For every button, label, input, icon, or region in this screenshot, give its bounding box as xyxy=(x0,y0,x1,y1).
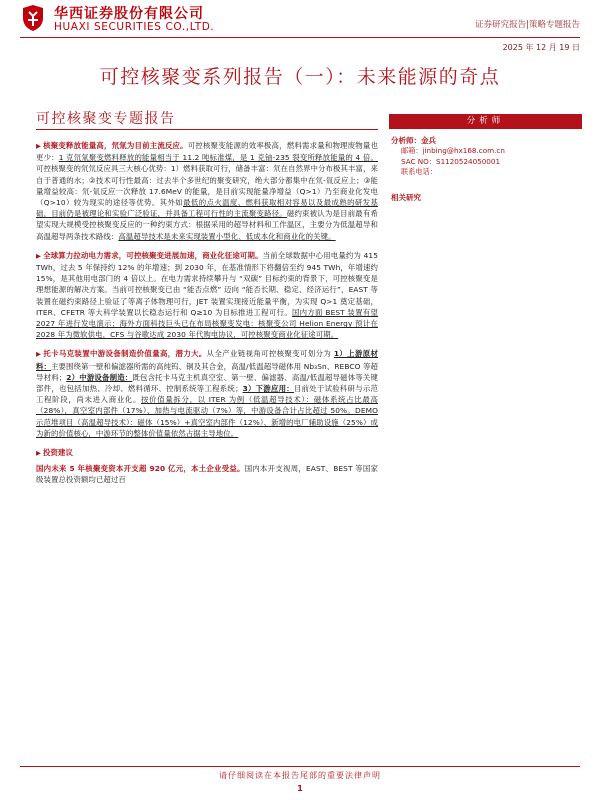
report-type: 证券研究报告|策略专题报告 xyxy=(475,20,580,30)
section-tokamak-value-chain xyxy=(36,348,378,439)
body-text-underlined: 最低的点火温度、燃料获取相对容易以及最成熟的研发基础，目前仍是被理论和实验广泛验证，并具备工程可行性的主流聚变路径。 xyxy=(36,198,378,219)
related-research: 相关研究 xyxy=(391,192,421,202)
investment-highlight: 国内未来 5 年核聚变资本开支超 920 亿元，本土企业受益。 xyxy=(36,464,245,474)
section-investment-advice xyxy=(36,447,378,459)
section-heading: 托卡马克装置中游设备制造价值量高，潜力大。 xyxy=(43,349,207,359)
body-text-underlined: 2）中游设备制造： xyxy=(66,372,133,382)
body-text: 当前全球数据中心用电量约为 415 TWh，过去 5 年保持约 12% 的年增速；到 2030 年，在基准情形下将翻倍至约 945 TWh，年增速约 15%，是其他用电部门的 4 倍以上。在电力需求持续攀升与 “双碳” 目标约束的背景下，可控核聚变是理想能源的解决方案。当前可控核聚变已由 “能否点燃” 迈向 “能否长期、稳定、经济运行”，EAST 等装置在磁约束路径上验证了等离子体物理可行，JET 装置实现接近能量平衡，为实现 Q>1 奠定基础，ITER、CFETR 等大科学装置以长稳态运行和 Q≥10 为目标推进工程可行。 xyxy=(36,250,379,317)
bullet-triangle-icon: ▶ xyxy=(36,142,42,150)
section-heading: 全球算力拉动电力需求，可控核聚变进展加速，商业化征途可期。 xyxy=(43,250,263,260)
report-date: 2025 年 12 月 19 日 xyxy=(502,43,580,52)
body-text-underlined: 按价值量拆分，以 ITER 为例（低温超导技术）：磁体系统占比最高（28%），真空室内部件（17%）、加热与电流驱动（7%）等，中游设备合计占比超过 50%。DEMO 示范堆项目（高温超导技术）：磁体（15%）+真空室内部件（12%）、新增的电厂辅助设施（25%）成为新的价值核心，中游环节的整体价值量依然占据主导地位。 xyxy=(36,395,378,438)
section-header: 可控核聚变专题报告 xyxy=(36,111,176,127)
body-text: 既包含托卡马克主机真空室、第一壁、偏滤器、高温/低温超导磁体等关键部件，也包括加热、冷却、燃料循环、控制系统等工程系统； xyxy=(36,372,379,394)
body-text: 磁约束被认为是目前最有希望实现大规模受控核聚变反应的一种约束方式：根据采用的超导材料和工作温区，主要分为低温超导和高温超导两条技术路线： xyxy=(36,209,378,241)
legal-notice: 请仔细阅读在本报告尾部的重要法律声明 xyxy=(219,771,381,780)
page-number: 1 xyxy=(297,784,303,793)
section-heading: 投资建议 xyxy=(43,448,73,458)
section-compute-power-demand xyxy=(36,250,378,341)
bullet-triangle-icon: ▶ xyxy=(36,449,42,458)
body-text-underlined: 1 克氘氚聚变燃料释放的能量相当于 11.2 吨标准煤，是 1 克铀-235 裂变所释放能量的 4 倍。 xyxy=(58,153,378,163)
analyst-phone: 联系电话： xyxy=(401,167,437,176)
analyst-box-header: 分析师 xyxy=(389,114,582,129)
section-header-underline xyxy=(36,129,378,130)
body-text-underlined: 国内方面 BEST 装置有望 2027 年进行发电演示；海外方面科技巨头已在布局核聚变发电：核聚变公司 Helion Energy 预计在 2028 年为微软供电，CFS 与谷歌达成 2030 年代购电协议，可控核聚变商业化征途可期。 xyxy=(36,307,378,340)
company-name-cn: 华西证券股份有限公司 xyxy=(54,6,204,22)
body-text: 可控核聚变的氘氘反应具三大核心优势：1）燃料获取可行，储备丰富：氘在自然界中分布极其丰富，来自于普通的水；②技术可行性最高：过去半个多世纪的聚变研究，绝大部分都集中在氘-氚反应上；③能量增益较高：氘-氚反应一次释放 17.6MeV 的能量，是目前实现能量净增益（Q>1）乃至商业化发电（Q>10）较为现实的途径等优势。其外如 xyxy=(36,164,378,208)
body-text: 可控核聚变能源的效率极高，燃料需求量和物理废物量也更少： xyxy=(36,141,378,163)
bullet-triangle-icon: ▶ xyxy=(36,350,42,359)
footer-divider xyxy=(20,766,580,767)
body-text: 目前处于试验科研与示范工程阶段，尚未进入商业化。 xyxy=(36,384,379,405)
report-title: 可控核聚变系列报告（一）：未来能源的奇点 xyxy=(99,66,501,88)
analyst-email[interactable]: 邮箱：jinbing@hx168.com.cn xyxy=(401,146,505,155)
body-text-underlined: 1）上游原材料： xyxy=(36,349,379,371)
analyst-sac-number: SAC NO：S1120524050001 xyxy=(401,156,501,166)
body-text: 从全产业链视角可控核聚变可划分为 xyxy=(206,349,334,359)
section-fusion-energy xyxy=(36,140,378,242)
analyst-sidebar xyxy=(389,114,582,203)
bullet-triangle-icon: ▶ xyxy=(36,251,42,260)
body-text-underlined: 高温超导技术是未来实现装置小型化、低成本化和商业化的关键。 xyxy=(118,231,336,241)
section-heading: 核聚变释放能量高，氘氚为目前主流反应。 xyxy=(43,141,188,150)
body-text-underlined: 3）下游应用： xyxy=(242,384,294,394)
huaxi-logo-icon xyxy=(20,4,46,32)
body-text: 国内本开支视周，EAST、BEST 等国家级装置总投资额均已超过百 xyxy=(36,464,379,485)
investment-advice-text xyxy=(36,463,378,485)
analyst-name: 分析师：金兵 xyxy=(391,136,436,145)
header-divider xyxy=(20,37,580,38)
body-text: 主要围绕第一壁和偏滤器所需的高纯钨、铜及其合金，高温/低温超导磁体用 Nb₃Sn、REBCO 等超导材料； xyxy=(36,361,379,382)
main-content xyxy=(36,136,378,486)
company-name-en: HUAXI SECURITIES CO.,LTD. xyxy=(54,21,215,33)
